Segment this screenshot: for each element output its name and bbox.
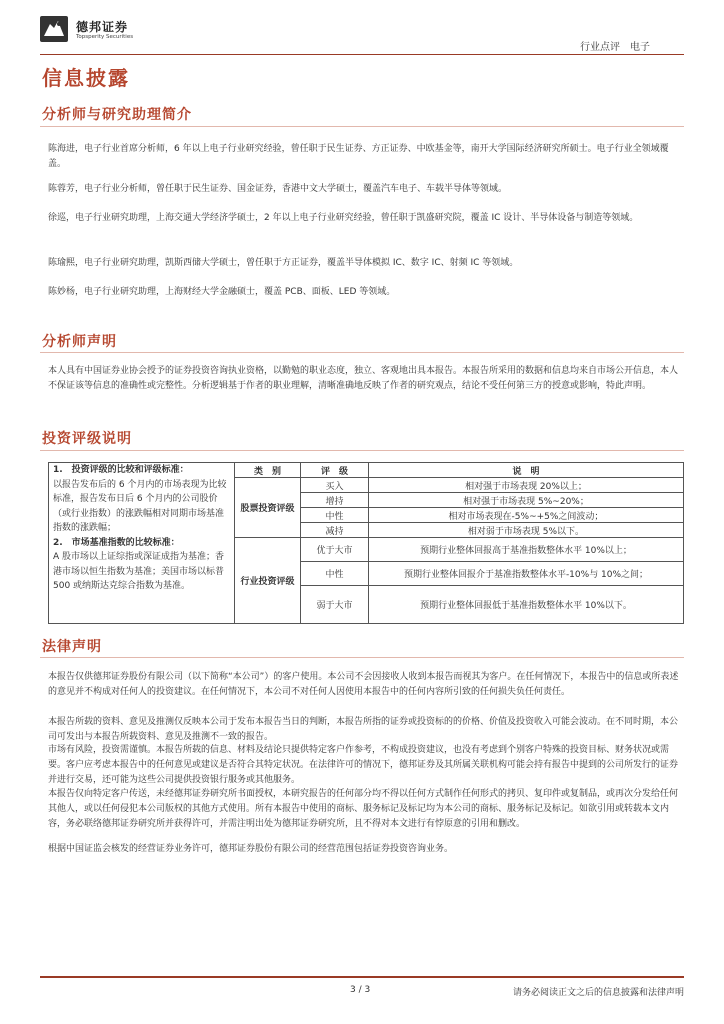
footer-note: 请务必阅读正文之后的信息披露和法律声明 <box>512 988 684 998</box>
grade-cell: 中性 <box>301 508 369 523</box>
page-number: 3 / 3 <box>350 985 371 995</box>
analyst-statement-text: 本人具有中国证券业协会授予的证券投资咨询执业资格，以勤勉的职业态度，独立、客观地出具本报告。本报告所采用的数据和信息均来自市场公开信息，本人不保证该等信息的准确性或完整性。分析逻辑基于作者的职业理解，清晰准确地反映了作者的研究观点，结论不受任何第三方的授意或影响，特此声明。 <box>48 366 679 391</box>
grade-cell: 增持 <box>301 493 369 508</box>
industry-rating-category: 行业投资评级 <box>235 538 301 624</box>
analyst-bio: 陈瑜熙，电子行业研究助理，凯斯西储大学硕士，曾任职于方正证券，覆盖半导体模拟 IC、数字 IC、射频 IC 等领域。 <box>48 258 519 268</box>
legal-title: 法律声明 <box>42 639 102 655</box>
legal-paragraph: 根据中国证监会核发的经营证券业务许可，德邦证券股份有限公司的经营范围包括证券投资咨询业务。 <box>48 844 454 854</box>
grade-cell: 弱于大市 <box>301 586 369 624</box>
grade-cell: 买入 <box>301 478 369 493</box>
section-divider <box>40 657 684 658</box>
explain-cell: 相对弱于市场表现 5%以下。 <box>369 523 684 538</box>
rating-desc1-text: 以报告发布后的 6 个月内的市场表现为比较标准，报告发布日后 6 个月内的公司股价（或行业指数）的涨跌幅相对同期市场基准指数的涨跌幅； <box>53 479 227 533</box>
section-divider <box>40 450 684 451</box>
legal-paragraph: 市场有风险，投资需谨慎。本报告所载的信息、材料及结论只提供特定客户作参考，不构成投资建议，也没有考虑到个别客户特殊的投资目标、财务状况或需要。客户应考虑本报告中的任何意见或建议是否符合其特定状况。在法律许可的情况下，德邦证券及其所属关联机构可能会持有报告中提到的公司所发行的证券并进行交易，还可能为这些公司提供投资银行服务或其他服务。 <box>48 745 679 785</box>
stock-rating-category: 股票投资评级 <box>235 478 301 538</box>
explain-cell: 相对强于市场表现 5%~20%； <box>369 493 684 508</box>
header-category: 类 别 <box>235 463 301 478</box>
page-header <box>40 10 684 58</box>
rating-desc2-text: A 股市场以上证综指或深证成指为基准；香港市场以恒生指数为基准；美国市场以标普 500 或纳斯达克综合指数为基准。 <box>53 552 225 591</box>
footer-divider <box>40 976 684 978</box>
grade-cell: 减持 <box>301 523 369 538</box>
analyst-bio: 陈蓉芳，电子行业分析师，曾任职于民生证券、国金证券，香港中文大学硕士，覆盖汽车电子、车载半导体等领域。 <box>48 184 508 194</box>
header-explain: 说 明 <box>369 463 684 478</box>
legal-paragraph: 本报告所载的资料、意见及推测仅反映本公司于发布本报告当日的判断，本报告所指的证券或投资标的的价格、价值及投资收入可能会波动。在不同时期，本公司可发出与本报告所载资料、意见及推测不一致的报告。 <box>48 717 679 742</box>
grade-cell: 中性 <box>301 562 369 586</box>
explain-cell: 预期行业整体回报高于基准指数整体水平 10%以上； <box>369 538 684 562</box>
report-category: 行业点评 电子 <box>580 42 650 53</box>
rating-desc2-title: 2. 市场基准指数的比较标准： <box>53 537 180 548</box>
company-logo-icon <box>40 16 68 42</box>
page-title: 信息披露 <box>42 66 130 90</box>
legal-paragraph: 本报告仅向特定客户传送，未经德邦证券研究所书面授权，本研究报告的任何部分均不得以任何方式制作任何形式的拷贝、复印件或复制品，或再次分发给任何其他人，或以任何侵犯本公司版权的其他方式使用。所有本报告中使用的商标、服务标记及标记均为本公司的商标、服务标记及标记。如欲引用或转载本文内容，务必联络德邦证券研究所并获得许可，并需注明出处为德邦证券研究所，且不得对本文进行有悖原意的引用和删改。 <box>48 789 679 829</box>
explain-cell: 相对市场表现在-5%~+5%之间波动； <box>369 508 684 523</box>
logo-name-en: Topsperity Securities <box>76 34 134 40</box>
analyst-bio: 陈妙杨，电子行业研究助理，上海财经大学金融硕士，覆盖 PCB、面板、LED 等领域。 <box>48 287 396 297</box>
analyst-bio: 徐巡，电子行业研究助理，上海交通大学经济学硕士，2 年以上电子行业研究经验，曾任职于凯盛研究院，覆盖 IC 设计、半导体设备与制造等领域。 <box>48 213 639 223</box>
grade-cell: 优于大市 <box>301 538 369 562</box>
explain-cell: 预期行业整体回报介于基准指数整体水平-10%与 10%之间； <box>369 562 684 586</box>
rating-table <box>48 462 684 624</box>
explain-cell: 相对强于市场表现 20%以上； <box>369 478 684 493</box>
header-divider <box>40 54 684 55</box>
section-divider <box>40 126 684 127</box>
analyst-bio: 陈海进，电子行业首席分析师，6 年以上电子行业研究经验，曾任职于民生证券、方正证券、中欧基金等，南开大学国际经济研究所硕士。电子行业全领域覆盖。 <box>48 144 669 169</box>
logo-name-cn: 德邦证券 <box>76 20 129 34</box>
rating-desc1-title: 1. 投资评级的比较和评级标准： <box>53 465 189 475</box>
explain-cell: 预期行业整体回报低于基准指数整体水平 10%以下。 <box>369 586 684 624</box>
header-grade: 评 级 <box>301 463 369 478</box>
legal-paragraph: 本报告仅供德邦证券股份有限公司（以下简称“本公司”）的客户使用。本公司不会因接收人收到本报告而视其为客户。在任何情况下，本报告中的信息或所表述的意见并不构成对任何人的投资建议。在任何情况下，本公司不对任何人因使用本报告中的任何内容所引致的任何损失负任何责任。 <box>48 672 679 697</box>
rating-description <box>49 463 235 624</box>
analyst-intro-title: 分析师与研究助理简介 <box>42 107 192 123</box>
section-divider <box>40 352 684 353</box>
analyst-statement-title: 分析师声明 <box>42 334 117 350</box>
rating-title: 投资评级说明 <box>42 431 132 447</box>
